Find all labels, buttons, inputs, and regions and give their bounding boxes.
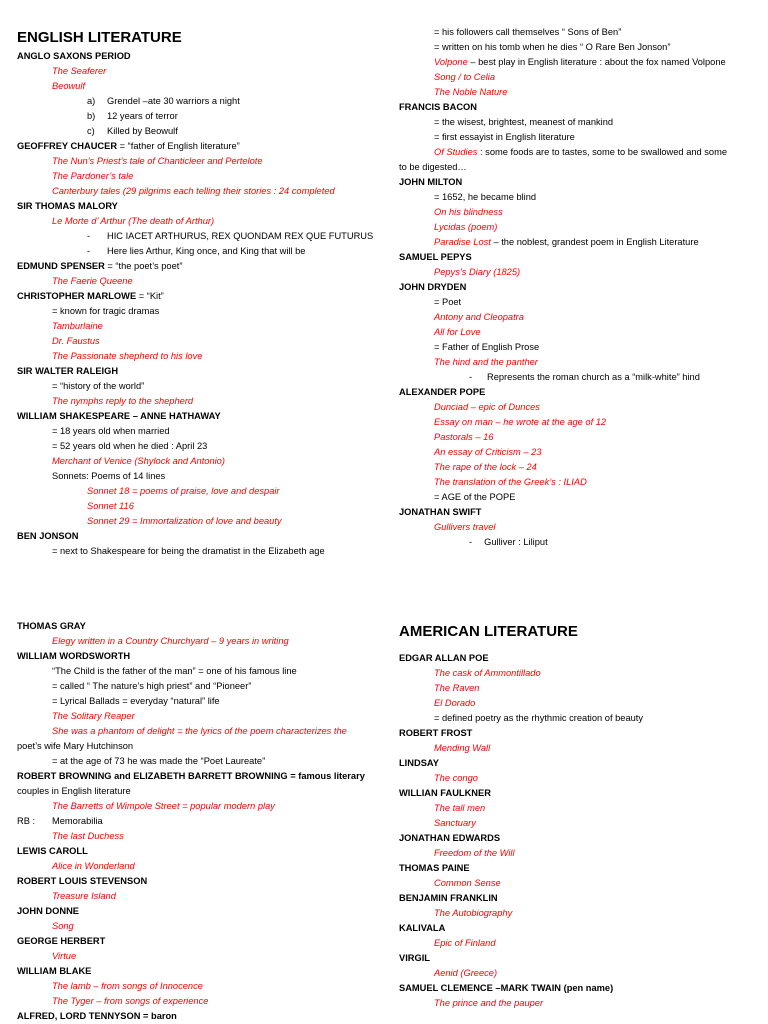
author-name: KALIVALA <box>399 923 446 933</box>
note-line: poet’s wife Mary Hutchinson <box>17 741 134 751</box>
note-line: = Lyrical Ballads = everyday “natural” life <box>52 696 220 706</box>
work-title: El Dorado <box>434 698 476 708</box>
work-title: The Passionate shepherd to his love <box>52 351 203 361</box>
work-title: The Raven <box>434 683 480 693</box>
note-line: = 52 years old when he died : April 23 <box>52 441 208 451</box>
work-title: The translation of the Greek’s : ILIAD <box>434 477 587 487</box>
work-title: The Seaferer <box>52 66 107 76</box>
list-marker: - <box>469 537 473 547</box>
author-name: BENJAMIN FRANKLIN <box>399 893 498 903</box>
work-note: : some foods are to tastes, some to be swallowed and some <box>477 147 728 157</box>
work-title: Alice in Wonderland <box>52 861 135 871</box>
work-title: Tamburlaine <box>52 321 103 331</box>
author-line <box>399 145 764 160</box>
work-title: The rape of the lock – 24 <box>434 462 537 472</box>
work-title: The Autobiography <box>434 908 513 918</box>
author-name: LINDSAY <box>399 758 439 768</box>
work-title: An essay of Criticism – 23 <box>434 447 542 457</box>
list-marker: a) <box>87 96 96 106</box>
work-title: Beowulf <box>52 81 86 91</box>
work-title: The last Duchess <box>52 831 124 841</box>
author-note: = “Kit” <box>136 291 164 301</box>
work-title: Sonnet 116 <box>87 501 134 511</box>
work-title: The Pardoner’s tale <box>52 171 134 181</box>
work-title: The Faerie Queene <box>52 276 133 286</box>
work-title: Dr. Faustus <box>52 336 100 346</box>
author-name: SIR WALTER RALEIGH <box>17 366 119 376</box>
work-title: Freedom of the Will <box>434 848 515 858</box>
note-line: to be digested… <box>399 162 467 172</box>
english-literature-column-2 <box>399 25 764 550</box>
rb-label: RB : <box>17 816 36 826</box>
list-item <box>17 94 377 109</box>
author-name: ALEXANDER POPE <box>399 387 486 397</box>
note-line: = at the age of 73 he was made the “Poet Laureate” <box>52 756 266 766</box>
work-title: The prince and the pauper <box>434 998 544 1008</box>
work-title: The Solitary Reaper <box>52 711 135 721</box>
note-line: = Father of English Prose <box>434 342 540 352</box>
note-line: = written on his tomb when he dies “ O Rare Ben Jonson” <box>434 42 671 52</box>
author-name: GEORGE HERBERT <box>17 936 106 946</box>
work-title: Dunciad – epic of Dunces <box>434 402 540 412</box>
list-marker: - <box>87 246 91 256</box>
author-name: ROBERT BROWNING and ELIZABETH BARRETT BROWNING = famous literary <box>17 771 365 781</box>
work-title: Song / to Celia <box>434 72 495 82</box>
work-title: Elegy written in a Country Churchyard – 9 years in writing <box>52 636 289 646</box>
work-note: – best play in English literature : about the fox named Volpone <box>467 57 726 67</box>
note-line: Sonnets: Poems of 14 lines <box>52 471 166 481</box>
note-line: “The Child is the father of the man” = one of his famous line <box>52 666 297 676</box>
work-title: Canterbury tales (29 pilgrims each telling their stories : 24 completed <box>52 186 335 196</box>
note-line: = “history of the world” <box>52 381 145 391</box>
author-name: SIR THOMAS MALORY <box>17 201 118 211</box>
list-text: Killed by Beowulf <box>107 126 178 136</box>
author-name: WILLIAM BLAKE <box>17 966 92 976</box>
american-literature-column <box>399 621 764 1011</box>
author-name: LEWIS CAROLL <box>17 846 88 856</box>
author-line <box>17 259 377 274</box>
author-name: JOHN MILTON <box>399 177 463 187</box>
list-item <box>399 535 764 550</box>
work-title: Sonnet 29 = Immortalization of love and beauty <box>87 516 282 526</box>
author-name: FRANCIS BACON <box>399 102 477 112</box>
author-line <box>17 139 377 154</box>
work-title: She was a phantom of delight = the lyrics of the poem characterizes the <box>52 726 347 736</box>
work-title: Paradise Lost <box>434 237 491 247</box>
author-name: ALFRED, LORD TENNYSON = baron <box>17 1011 177 1021</box>
author-name: WILLIAM SHAKESPEARE – ANNE HATHAWAY <box>17 411 221 421</box>
note-line: couples in English literature <box>17 786 131 796</box>
work-title: Sonnet 18 = poems of praise, love and despair <box>87 486 280 496</box>
work-note: – the noblest, grandest poem in English Literature <box>490 237 699 247</box>
work-title: Mending Wall <box>434 743 491 753</box>
list-item <box>399 370 764 385</box>
list-marker: b) <box>87 111 96 121</box>
author-name: WILLIAM WORDSWORTH <box>17 651 131 661</box>
section-title: AMERICAN LITERATURE <box>399 623 578 640</box>
work-title: Antony and Cleopatra <box>434 312 524 322</box>
english-literature-column-1 <box>17 27 377 559</box>
note-line: = his followers call themselves “ Sons of Ben” <box>434 27 622 37</box>
list-marker: - <box>87 231 91 241</box>
work-title: The Barretts of Wimpole Street = popular modern play <box>52 801 275 811</box>
work-title: The tall men <box>434 803 486 813</box>
work-title: Pastorals – 16 <box>434 432 494 442</box>
work-title: Volpone <box>434 57 468 67</box>
author-line <box>17 814 382 829</box>
author-name: THOMAS GRAY <box>17 621 86 631</box>
english-literature-column-3 <box>17 619 382 1024</box>
work-title: Song <box>52 921 74 931</box>
list-text: Gulliver : Liliput <box>484 537 548 547</box>
work-title: The Noble Nature <box>434 87 508 97</box>
note-line: = called “ The nature’s high priest” and “Pioneer” <box>52 681 252 691</box>
list-text: Represents the roman church as a “milk-white” hind <box>487 372 700 382</box>
work-title: Treasure Island <box>52 891 116 901</box>
period-heading: ANGLO SAXONS PERIOD <box>17 51 131 61</box>
work-title: Essay on man – he wrote at the age of 12 <box>434 417 607 427</box>
note-line: = the wisest, brightest, meanest of mankind <box>434 117 614 127</box>
page-title: ENGLISH LITERATURE <box>17 29 182 46</box>
author-name: JONATHAN SWIFT <box>399 507 482 517</box>
author-name: SAMUEL PEPYS <box>399 252 472 262</box>
work-title: Virtue <box>52 951 77 961</box>
author-name: JOHN DRYDEN <box>399 282 467 292</box>
work-title: Gullivers travel <box>434 522 496 532</box>
author-name: WILLIAN FAULKNER <box>399 788 491 798</box>
author-name: GEOFFREY CHAUCER <box>17 141 118 151</box>
work-title: Common Sense <box>434 878 501 888</box>
list-item <box>17 244 377 259</box>
work-title: All for Love <box>434 327 481 337</box>
work-title: Lycidas (poem) <box>434 222 498 232</box>
author-line <box>399 55 764 70</box>
work-title: Merchant of Venice (Shylock and Antonio) <box>52 456 225 466</box>
note-line: = defined poetry as the rhythmic creation of beauty <box>434 713 644 723</box>
author-name: VIRGIL <box>399 953 430 963</box>
list-item <box>17 109 377 124</box>
author-note: = “the poet’s poet” <box>104 261 183 271</box>
note-line: = first essayist in English literature <box>434 132 575 142</box>
list-text: Here lies Arthur, King once, and King that will be <box>107 246 306 256</box>
work-title: On his blindness <box>434 207 503 217</box>
work-title: The lamb – from songs of Innocence <box>52 981 203 991</box>
author-name: EDMUND SPENSER <box>17 261 105 271</box>
note-line: = 1652, he became blind <box>434 192 537 202</box>
work-title: Pepys’s Diary (1825) <box>434 267 521 277</box>
author-name: JOHN DONNE <box>17 906 79 916</box>
work-title: The cask of Ammontillado <box>434 668 541 678</box>
author-name: ROBERT FROST <box>399 728 473 738</box>
work-title: Aenid (Greece) <box>434 968 498 978</box>
work-title: Of Studies <box>434 147 478 157</box>
work-title: Le Morte d’ Arthur (The death of Arthur) <box>52 216 215 226</box>
list-item <box>17 124 377 139</box>
work-title: Epic of Finland <box>434 938 496 948</box>
work-title: The nymphs reply to the shepherd <box>52 396 194 406</box>
work-title: The hind and the panther <box>434 357 538 367</box>
author-note: = “father of English literature” <box>117 141 240 151</box>
author-name: THOMAS PAINE <box>399 863 470 873</box>
author-name: JONATHAN EDWARDS <box>399 833 501 843</box>
list-text: 12 years of terror <box>107 111 178 121</box>
note-line: = 18 years old when married <box>52 426 170 436</box>
author-name: EDGAR ALLAN POE <box>399 653 489 663</box>
note-line: = AGE of the POPE <box>434 492 516 502</box>
note-line: = Poet <box>434 297 462 307</box>
author-name: ROBERT LOUIS STEVENSON <box>17 876 148 886</box>
note-line: = known for tragic dramas <box>52 306 160 316</box>
work-title: Sanctuary <box>434 818 476 828</box>
list-marker: c) <box>87 126 95 136</box>
work-title: Memorabilia <box>52 816 103 826</box>
work-title: The congo <box>434 773 478 783</box>
author-name: BEN JONSON <box>17 531 79 541</box>
author-name: SAMUEL CLEMENCE –MARK TWAIN (pen name) <box>399 983 614 993</box>
note-line: = next to Shakespeare for being the dramatist in the Elizabeth age <box>52 546 325 556</box>
list-text: Grendel –ate 30 warriors a night <box>107 96 240 106</box>
work-title: The Nun’s Priest’s tale of Chanticleer and Pertelote <box>52 156 263 166</box>
list-item <box>17 229 377 244</box>
list-marker: - <box>469 372 473 382</box>
list-text: HIC IACET ARTHURUS, REX QUONDAM REX QUE FUTURUS <box>107 231 374 241</box>
author-line <box>399 235 764 250</box>
author-name: CHRISTOPHER MARLOWE <box>17 291 137 301</box>
author-line <box>17 289 377 304</box>
work-title: The Tyger – from songs of experience <box>52 996 209 1006</box>
